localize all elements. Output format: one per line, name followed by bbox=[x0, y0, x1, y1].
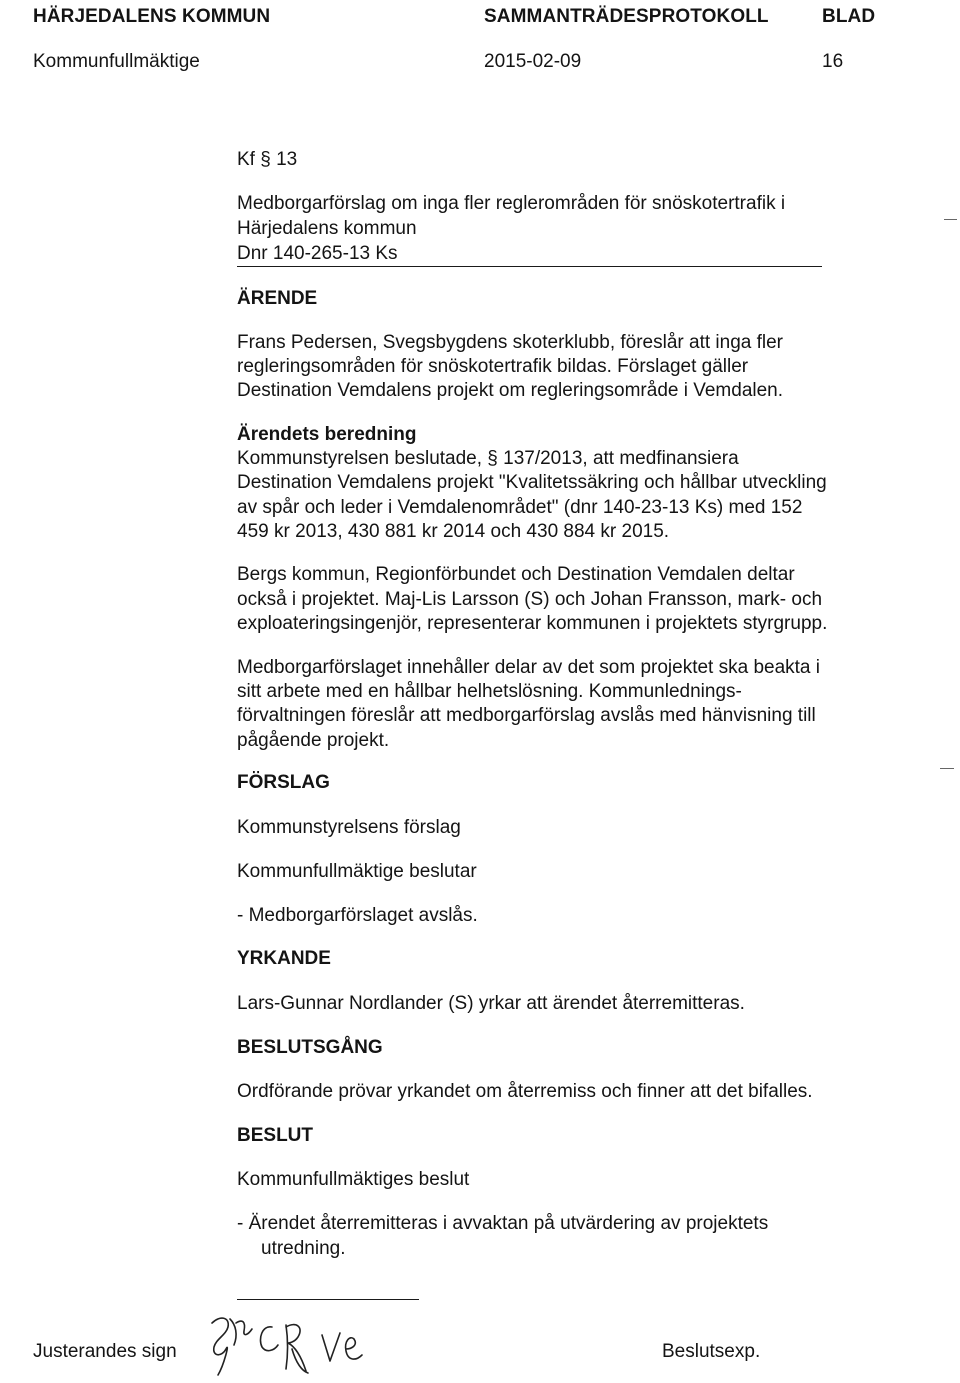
beslut-decision-line: utredning. bbox=[261, 1238, 346, 1259]
footer-rule bbox=[237, 1299, 419, 1300]
yrkande-text: Lars-Gunnar Nordlander (S) yrkar att ärendet återremitteras. bbox=[237, 993, 745, 1014]
beredning-line: också i projektet. Maj-Lis Larsson (S) och Johan Fransson, mark- och bbox=[237, 589, 823, 610]
forslag-heading: FÖRSLAG bbox=[237, 772, 330, 793]
arende-line: Destination Vemdalens projekt om regleringsområde i Vemdalen. bbox=[237, 380, 784, 401]
meeting-date: 2015-02-09 bbox=[484, 51, 582, 72]
yrkande-heading: YRKANDE bbox=[237, 948, 331, 969]
beredning-line: exploateringsingenjör, representerar kommunen i projektets styrgrupp. bbox=[237, 613, 828, 634]
beredning-line: pågående projekt. bbox=[237, 730, 390, 751]
beslutsexp-label: Beslutsexp. bbox=[662, 1341, 761, 1362]
document-type: SAMMANTRÄDESPROTOKOLL bbox=[484, 6, 769, 27]
ks-forslag-label: Kommunstyrelsens förslag bbox=[237, 817, 461, 838]
arende-line: regleringsområden för snöskotertrafik bildas. Förslaget gäller bbox=[237, 356, 749, 377]
forslag-decision: - Medborgarförslaget avslås. bbox=[237, 905, 478, 926]
beredning-line: förvaltningen föreslår att medborgarförslag avslås med hänvisning till bbox=[237, 705, 816, 726]
arende-line: Frans Pedersen, Svegsbygdens skoterklubb, föreslår att inga fler bbox=[237, 332, 784, 353]
beslutsgang-heading: BESLUTSGÅNG bbox=[237, 1037, 383, 1058]
organization-name: HÄRJEDALENS KOMMUN bbox=[33, 6, 271, 27]
beredning-line: Bergs kommun, Regionförbundet och Destination Vemdalen deltar bbox=[237, 564, 795, 585]
item-title-line: Härjedalens kommun bbox=[237, 218, 417, 239]
beslut-decision-line: - Ärendet återremitteras i avvaktan på utvärdering av projektets bbox=[237, 1213, 769, 1234]
title-underline bbox=[237, 266, 822, 267]
beslut-heading: BESLUT bbox=[237, 1125, 313, 1146]
beredning-heading: Ärendets beredning bbox=[237, 424, 417, 445]
beredning-line: Medborgarförslaget innehåller delar av det som projektet ska beakta i bbox=[237, 657, 820, 678]
kf-beslutar-label: Kommunfullmäktige beslutar bbox=[237, 861, 477, 882]
beslutsgang-text: Ordförande prövar yrkandet om återremiss och finner att det bifalles. bbox=[237, 1081, 813, 1102]
handwritten-signature bbox=[200, 1305, 380, 1383]
blad-label: BLAD bbox=[822, 6, 876, 27]
beredning-line: sitt arbete med en hållbar helhetslösning. Kommunlednings- bbox=[237, 681, 742, 702]
justerandes-sign-label: Justerandes sign bbox=[33, 1341, 177, 1362]
margin-mark bbox=[944, 219, 957, 220]
meeting-body: Kommunfullmäktige bbox=[33, 51, 200, 72]
beslut-label: Kommunfullmäktiges beslut bbox=[237, 1169, 470, 1190]
beredning-line: Destination Vemdalens projekt "Kvalitetssäkring och hållbar utveckling bbox=[237, 472, 827, 493]
item-title-line: Medborgarförslag om inga fler reglerområden för snöskotertrafik i bbox=[237, 193, 786, 214]
beredning-line: 459 kr 2013, 430 881 kr 2014 och 430 884 kr 2015. bbox=[237, 521, 670, 542]
page-number: 16 bbox=[822, 51, 844, 72]
margin-mark bbox=[940, 768, 954, 769]
item-number: Kf § 13 bbox=[237, 149, 298, 170]
arende-heading: ÄRENDE bbox=[237, 288, 318, 309]
beredning-line: Kommunstyrelsen beslutade, § 137/2013, att medfinansiera bbox=[237, 448, 739, 469]
beredning-line: av spår och leder i Vemdalenområdet" (dnr 140-23-13 Ks) med 152 bbox=[237, 497, 803, 518]
item-dnr: Dnr 140-265-13 Ks bbox=[237, 243, 398, 264]
